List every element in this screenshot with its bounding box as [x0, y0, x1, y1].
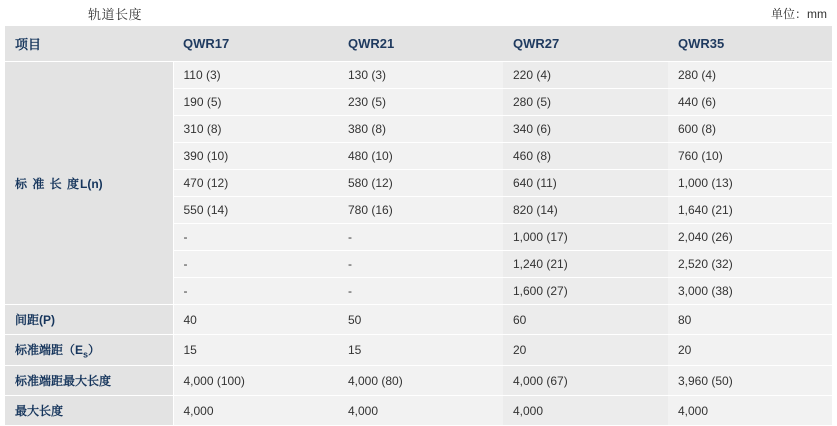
cell: 1,000 (17): [503, 224, 668, 251]
table-row: [5, 366, 832, 396]
column-header-qwr35: QWR35: [668, 26, 832, 62]
cell: 3,000 (38): [668, 278, 832, 305]
cell: 4,000: [173, 396, 338, 426]
cell: 380 (8): [338, 116, 503, 143]
cell: 40: [173, 305, 338, 335]
cell: 4,000 (100): [173, 366, 338, 396]
cell: 780 (16): [338, 197, 503, 224]
cell: 480 (10): [338, 143, 503, 170]
cell: 4,000: [338, 396, 503, 426]
table-row: [5, 305, 832, 335]
cell: 1,240 (21): [503, 251, 668, 278]
column-header-qwr21: QWR21: [338, 26, 503, 62]
cell: -: [338, 251, 503, 278]
column-header-qwr17: QWR17: [173, 26, 338, 62]
cell: 3,960 (50): [668, 366, 832, 396]
row-label-standard-length-main: 标 准 长 度: [15, 176, 81, 191]
column-header-item: 项目: [5, 26, 173, 62]
cell: 1,000 (13): [668, 170, 832, 197]
row-label-max-length-with-end-distance: 标准端距最大长度: [5, 366, 173, 396]
cell: 2,040 (26): [668, 224, 832, 251]
rail-length-table: [5, 26, 832, 426]
row-label-max-length: 最大长度: [5, 396, 173, 426]
cell: 130 (3): [338, 62, 503, 89]
cell: 60: [503, 305, 668, 335]
row-label-end-distance-text: 标准端距（E: [15, 343, 84, 357]
cell: 280 (4): [668, 62, 832, 89]
cell: 440 (6): [668, 89, 832, 116]
cell: 230 (5): [338, 89, 503, 116]
table-caption-title: 轨道长度: [88, 7, 143, 22]
table-row: [5, 335, 832, 366]
cell: 760 (10): [668, 143, 832, 170]
cell: 1,640 (21): [668, 197, 832, 224]
cell: 2,520 (32): [668, 251, 832, 278]
cell: 15: [173, 335, 338, 366]
cell: 340 (6): [503, 116, 668, 143]
cell: -: [173, 278, 338, 305]
row-label-standard-length: [5, 62, 173, 305]
cell: 20: [668, 335, 832, 366]
cell: 110 (3): [173, 62, 338, 89]
caption-row: [0, 0, 837, 26]
cell: 20: [503, 335, 668, 366]
cell: 1,600 (27): [503, 278, 668, 305]
cell: 390 (10): [173, 143, 338, 170]
cell: 4,000 (80): [338, 366, 503, 396]
unit-note: 单位：mm: [771, 7, 827, 21]
cell: 640 (11): [503, 170, 668, 197]
cell: 4,000: [503, 396, 668, 426]
cell: 600 (8): [668, 116, 832, 143]
row-label-standard-length-suffix: L(n): [80, 176, 103, 191]
cell: 470 (12): [173, 170, 338, 197]
cell: 310 (8): [173, 116, 338, 143]
cell: 50: [338, 305, 503, 335]
cell: -: [173, 251, 338, 278]
row-label-standard-end-distance: [5, 335, 173, 366]
cell: 580 (12): [338, 170, 503, 197]
cell: 220 (4): [503, 62, 668, 89]
cell: 280 (5): [503, 89, 668, 116]
table-header-row: [5, 26, 832, 62]
table-row: [5, 62, 832, 89]
cell: 15: [338, 335, 503, 366]
cell: -: [173, 224, 338, 251]
cell: 80: [668, 305, 832, 335]
cell: 820 (14): [503, 197, 668, 224]
row-label-pitch: 间距(P): [5, 305, 173, 335]
row-label-end-distance-close: ）: [88, 343, 101, 357]
cell: 550 (14): [173, 197, 338, 224]
table-row: [5, 396, 832, 426]
cell: 460 (8): [503, 143, 668, 170]
row-label-end-distance-subscript: s: [83, 349, 89, 360]
cell: -: [338, 224, 503, 251]
cell: -: [338, 278, 503, 305]
cell: 4,000 (67): [503, 366, 668, 396]
column-header-qwr27: QWR27: [503, 26, 668, 62]
cell: 190 (5): [173, 89, 338, 116]
cell: 4,000: [668, 396, 832, 426]
